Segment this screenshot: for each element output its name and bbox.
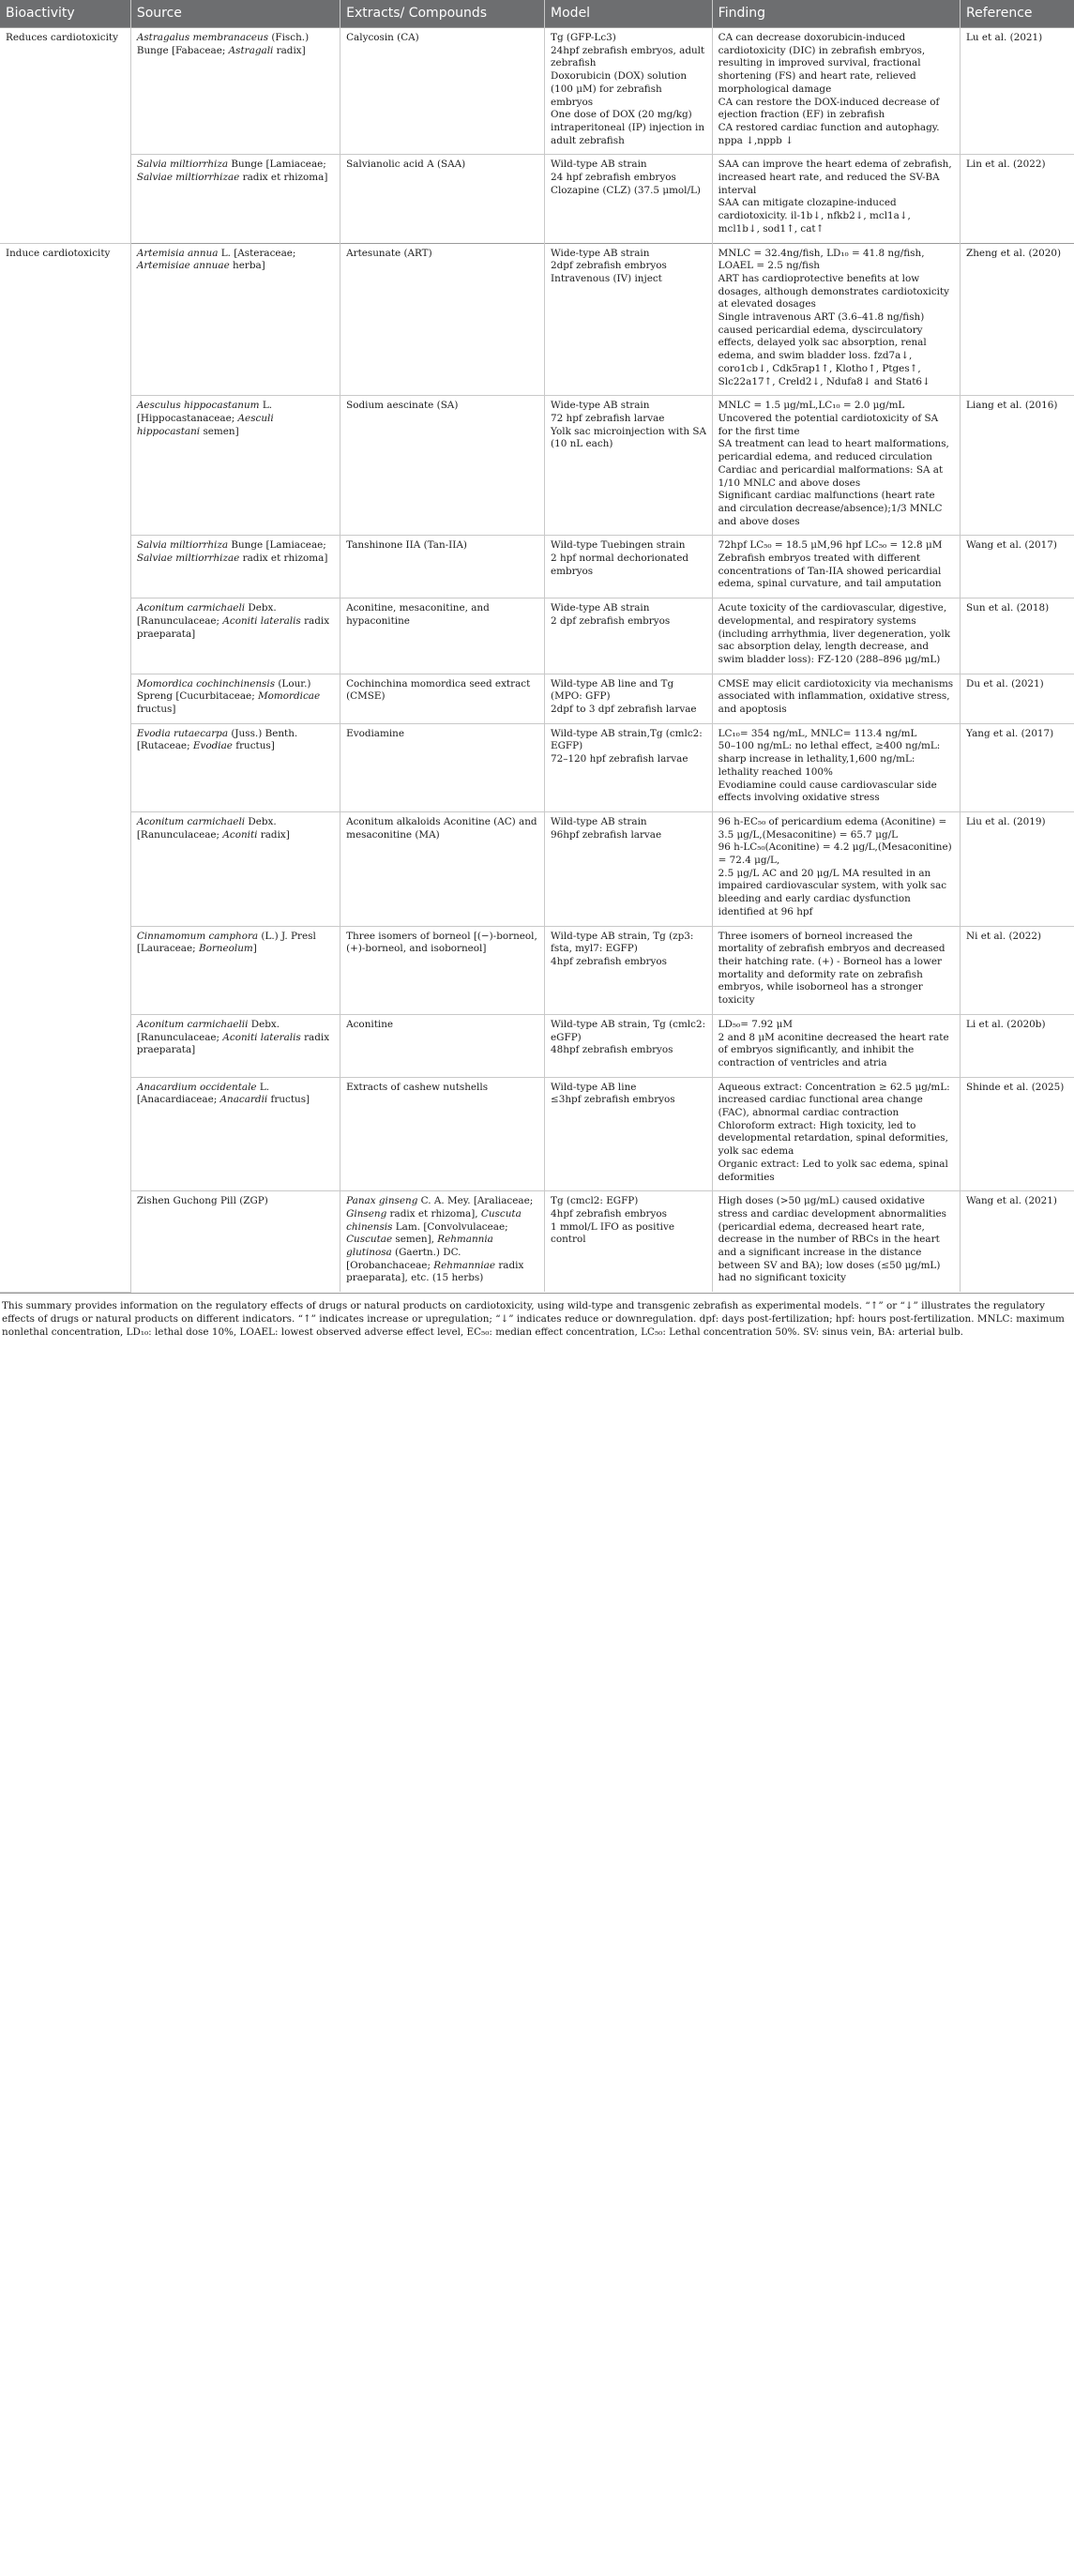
model-cell (545, 1077, 713, 1191)
extract-cell-part: Panax ginseng (346, 1195, 418, 1207)
extract-cell: Aconitine, mesaconitine, and hypaconitine (340, 599, 545, 674)
source-cell-part: Borneolum (198, 943, 253, 955)
model-cell-line: Yolk sac microinjection with SA (10 nL each) (551, 425, 706, 450)
finding-cell (712, 155, 960, 243)
source-cell-part: Aconiti (222, 828, 258, 841)
source-cell-part: (Lour.) Spreng [Cucurbitaceae; (136, 677, 311, 703)
finding-cell-line: Cardiac and pericardial malformations: SA at 1/10 MNLC and above doses (718, 463, 944, 489)
table-row (0, 1014, 1074, 1077)
extract-cell-part: semen], (392, 1234, 438, 1246)
source-cell-part: Aconitum carmichaeli (136, 815, 246, 827)
reference-cell: Wang et al. (2017) (961, 536, 1074, 599)
finding-cell-line: Evodiamine could cause cardiovascular side effects involving oxidative stress (718, 779, 937, 804)
reference-cell: Shinde et al. (2025) (961, 1077, 1074, 1191)
source-cell-part: Aesculus hippocastanum (136, 400, 260, 412)
source-cell-part: (Juss.) Benth. [Rutaceae; (136, 727, 298, 752)
model-cell-line: 4hpf zebrafish embryos (551, 956, 667, 967)
source-cell (130, 723, 340, 811)
source-cell-part: Debx. [Ranunculaceae; (136, 602, 277, 627)
finding-cell-line: LD₅₀= 7.92 μM (718, 1018, 794, 1030)
model-cell (545, 396, 713, 536)
source-cell (130, 536, 340, 599)
finding-cell-line: CMSE may elicit cardiotoxicity via mechanisms associated with inflammation, oxidative stress, and apoptosis (718, 677, 954, 716)
finding-cell-line: Significant cardiac malfunctions (heart rate and circulation decrease/absence);1/3 MNLC and above doses (718, 490, 943, 527)
source-cell-part: semen] (200, 425, 239, 437)
finding-cell-line: CA restored cardiac function and autophagy. nppa ↓,nppb ↓ (718, 121, 940, 146)
extract-cell-part: Rehmannia glutinosa (346, 1234, 493, 1259)
finding-cell (712, 599, 960, 674)
reference-cell: Li et al. (2020b) (961, 1014, 1074, 1077)
reference-cell: Lu et al. (2021) (961, 28, 1074, 155)
model-cell-line: Wild-type AB line (551, 1081, 637, 1093)
header-finding: Finding (712, 0, 960, 28)
reference-cell: Du et al. (2021) (961, 674, 1074, 723)
finding-cell-line: SAA can improve the heart edema of zebrafish, increased heart rate, and reduced the SV-BA interval (718, 159, 952, 196)
model-cell-line: Tg (cmcl2: EGFP) (551, 1195, 639, 1207)
finding-cell-line: 2 and 8 μM aconitine decreased the heart rate of embryos significantly, and inhibit the contraction of ventricles and atria (718, 1031, 949, 1068)
model-cell-line: Intravenous (IV) inject (551, 272, 662, 284)
source-cell-part: Aconitum carmichaeli (136, 602, 246, 614)
model-cell (545, 155, 713, 243)
source-cell (130, 28, 340, 155)
model-cell (545, 536, 713, 599)
extract-cell: Salvianolic acid A (SAA) (340, 155, 545, 243)
source-cell-part: Momordicae (258, 690, 321, 703)
model-cell (545, 723, 713, 811)
finding-cell-line: Uncovered the potential cardiotoxicity of SA for the first time (718, 412, 939, 437)
extract-cell: Tanshinone IIA (Tan-IIA) (340, 536, 545, 599)
source-cell-part: radix praeparata] (136, 1031, 330, 1056)
model-cell-line: Wild-type AB line and Tg (MPO: GFP) (551, 677, 674, 703)
source-cell-part: fructus] (267, 1094, 310, 1106)
source-cell (130, 1077, 340, 1191)
table-row (0, 28, 1074, 155)
source-cell-part: Salviae miltiorrhizae (136, 172, 240, 184)
source-cell-part: Astragali (228, 44, 274, 56)
model-cell-line: One dose of DOX (20 mg/kg) intraperitoneal (IP) injection in adult zebrafish (551, 109, 705, 146)
extract-cell-part: Rehmanniae (433, 1259, 496, 1271)
source-cell-part: Astragalus membranaceus (136, 32, 269, 43)
extract-cell: Aconitum alkaloids Aconitine (AC) and mesaconitine (MA) (340, 811, 545, 926)
model-cell (545, 243, 713, 396)
finding-cell (712, 1014, 960, 1077)
reference-cell: Liu et al. (2019) (961, 811, 1074, 926)
reference-cell: Zheng et al. (2020) (961, 243, 1074, 396)
source-cell-part: Momordica cochinchinensis (136, 677, 276, 689)
finding-cell-line: 96 h-LC₅₀(Aconitine) = 4.2 μg/L,(Mesaconitine) = 72.4 μg/L, (718, 841, 952, 867)
source-cell-part: Aconiti lateralis (222, 1031, 301, 1043)
extract-cell-part: C. A. Mey. [Araliaceae; (417, 1195, 534, 1207)
source-cell-part: radix] (257, 828, 290, 841)
model-cell-line: Wild-type AB strain (551, 815, 647, 827)
header-model: Model (545, 0, 713, 28)
finding-cell-line: MNLC = 32.4ng/fish, LD₁₀ = 41.8 ng/fish, LOAEL = 2.5 ng/fish (718, 247, 925, 272)
table-row (0, 243, 1074, 396)
header-bioactivity: Bioactivity (0, 0, 130, 28)
source-cell (130, 396, 340, 536)
finding-cell-line: LC₁₀= 354 ng/mL, MNLC= 113.4 ng/mL (718, 727, 917, 739)
table-row (0, 1191, 1074, 1292)
table-row (0, 599, 1074, 674)
bioactivity-cell: Reduces cardiotoxicity (0, 28, 130, 244)
header-extracts: Extracts/ Compounds (340, 0, 545, 28)
finding-cell (712, 536, 960, 599)
finding-cell (712, 811, 960, 926)
source-cell-part: Artemisiae annuae (136, 260, 230, 272)
finding-cell-line: 72hpf LC₅₀ = 18.5 μM,96 hpf LC₅₀ = 12.8 μM (718, 539, 943, 552)
finding-cell-line: MNLC = 1.5 μg/mL,LC₁₀ = 2.0 μg/mL (718, 400, 905, 412)
extract-cell: Sodium aescinate (SA) (340, 396, 545, 536)
table-row (0, 674, 1074, 723)
finding-cell-line: Acute toxicity of the cardiovascular, digestive, developmental, and respiratory systems (including arrhythmia, liver degeneration, yolk sac absorption delay, length decrease, and swim bladder loss): FZ-120 (288–896 μg/mL) (718, 602, 951, 665)
finding-cell-line: CA can decrease doxorubicin-induced cardiotoxicity (DIC) in zebrafish embryos, resulting in improved survival, fractional shortening (FS) and heart rate, relieved morphological damage (718, 32, 926, 95)
finding-cell-line: 96 h-EC₅₀ of pericardium edema (Aconitine) = 3.5 μg/L,(Mesaconitine) = 65.7 μg/L (718, 815, 947, 841)
model-cell (545, 926, 713, 1014)
source-cell-part: Aconitum carmichaelii (136, 1018, 249, 1030)
extract-cell-part: radix praeparata], etc. (15 herbs) (346, 1259, 524, 1284)
source-cell-part: herba] (229, 260, 265, 272)
source-cell-part: Zishen Guchong Pill (ZGP) (136, 1195, 268, 1207)
table-body (0, 28, 1074, 1293)
finding-cell-line: Zebrafish embryos treated with different concentrations of Tan-IIA showed pericardial edema, spinal curvature, and tail amputation (718, 553, 942, 590)
source-cell (130, 674, 340, 723)
finding-cell-line: Chloroform extract: High toxicity, led to developmental retardation, spinal deformities, yolk sac edema (718, 1119, 948, 1158)
model-cell-line: Wide-type AB strain (551, 247, 650, 259)
source-cell-part: (L.) J. Presl [Lauraceae; (136, 930, 316, 955)
source-cell-part: radix et rhizoma] (239, 553, 328, 565)
source-cell-part: (Fisch.) Bunge [Fabaceae; (136, 32, 310, 56)
table-footnote: This summary provides information on the regulatory effects of drugs or natural products on cardiotoxicity, using wild-type and transgenic zebrafish as experimental models. “↑” or “↓” illustrates the regulatory effects of drugs or natural products on different indicators. “↑” indicates increase or upregulation; “↓” indicates reduce or downregulation. dpf: days post-fertilization; hpf: hours post-fertilization. MNLC: maximum nonlethal concentration, LD₁₀: lethal dose 10%, LOAEL: lowest observed adverse effect level, EC₅₀: median effect concentration, LC₅₀: Lethal concentration 50%. SV: sinus vein, BA: arterial bulb. (0, 1293, 1074, 1340)
model-cell-line: Clozapine (CLZ) (37.5 μmol/L) (551, 184, 701, 196)
extract-cell: Extracts of cashew nutshells (340, 1077, 545, 1191)
model-cell-line: Wide-type AB strain (551, 400, 650, 412)
extract-cell: Aconitine (340, 1014, 545, 1077)
model-cell (545, 674, 713, 723)
finding-cell-line: CA can restore the DOX-induced decrease of ejection fraction (EF) in zebrafish (718, 96, 940, 121)
source-cell (130, 1191, 340, 1292)
model-cell-line: 1 mmol/L IFO as positive control (551, 1220, 674, 1246)
extract-cell-part: Ginseng (346, 1207, 387, 1220)
source-cell-part: fructus] (136, 704, 176, 716)
source-cell-part: Salvia miltiorrhiza (136, 539, 229, 552)
source-cell-part: Anacardii (219, 1094, 268, 1106)
source-cell-part: radix et rhizoma] (239, 172, 328, 184)
source-cell-part: Anacardium occidentale (136, 1081, 257, 1093)
header-source: Source (130, 0, 340, 28)
finding-cell-line: Single intravenous ART (3.6–41.8 ng/fish) caused pericardial edema, dyscirculatory effects, delayed yolk sac absorption, renal edema, and swim bladder loss. fzd7a↓, coro1cb↓, Cdk5rap1↑, Klotho↑, Ptges↑, Slc22a17↑, Creld2↓, Ndufa8↓ and Stat6↓ (718, 311, 930, 387)
source-cell (130, 243, 340, 396)
source-cell-part: Evodiae (192, 740, 233, 752)
model-cell-line: 2 dpf zebrafish embryos (551, 614, 671, 627)
model-cell (545, 1014, 713, 1077)
model-cell-line: Wild-type AB strain,Tg (cmlc2: EGFP) (551, 727, 703, 752)
reference-cell: Lin et al. (2022) (961, 155, 1074, 243)
finding-cell-line: Aqueous extract: Concentration ≥ 62.5 μg/mL: increased cardiac functional area change (FAC), abnormal cardiac contraction (718, 1081, 950, 1119)
table-row (0, 536, 1074, 599)
reference-cell: Liang et al. (2016) (961, 396, 1074, 536)
extract-cell-part: Lam. [Convolvulaceae; (392, 1220, 508, 1233)
bioactivity-cell: Induce cardiotoxicity (0, 243, 130, 1292)
source-cell-part: Artemisia annua (136, 247, 219, 259)
extract-cell (340, 1191, 545, 1292)
finding-cell-line: High doses (>50 μg/mL) caused oxidative stress and cardiac development abnormalities (pericardial edema, decreased heart rate, decrease in the number of RBCs in the heart and a significant increase in the distance between SV and BA); low doses (≤50 μg/mL) had no significant toxicity (718, 1195, 947, 1284)
source-cell (130, 1014, 340, 1077)
model-cell-line: 72–120 hpf zebrafish larvae (551, 753, 688, 765)
model-cell (545, 599, 713, 674)
source-cell-part: Bunge [Lamiaceae; (228, 539, 326, 552)
extract-cell-part: radix et rhizoma], (386, 1207, 481, 1220)
table-row (0, 155, 1074, 243)
model-cell-line: Tg (GFP-Lc3) (551, 32, 616, 43)
model-cell (545, 28, 713, 155)
model-cell-line: Wild-type AB strain, Tg (cmlc2: eGFP) (551, 1018, 706, 1043)
table-row (0, 1077, 1074, 1191)
model-cell-line: 48hpf zebrafish embryos (551, 1044, 673, 1056)
table-row (0, 723, 1074, 811)
source-cell (130, 599, 340, 674)
reference-cell: Yang et al. (2017) (961, 723, 1074, 811)
source-cell-part: Debx. [Ranunculaceae; (136, 1018, 280, 1043)
source-cell-part: L. [Hippocastanaceae; (136, 400, 273, 424)
model-cell-line: 96hpf zebrafish larvae (551, 828, 662, 841)
finding-cell-line: SAA can mitigate clozapine-induced cardiotoxicity. il-1b↓, nfkb2↓, mcl1a↓, mcl1b↓, sod1↑, cat↑ (718, 197, 911, 235)
model-cell (545, 811, 713, 926)
table-header-row (0, 0, 1074, 28)
source-cell (130, 811, 340, 926)
table-row (0, 811, 1074, 926)
model-cell-line: Doxorubicin (DOX) solution (100 μM) for zebrafish embryos (551, 70, 688, 108)
reference-cell: Sun et al. (2018) (961, 599, 1074, 674)
source-cell-part: Salviae miltiorrhizae (136, 553, 240, 565)
finding-cell-line: ART has cardioprotective benefits at low dosages, although demonstrates cardiotoxicity at elevated dosages (718, 272, 950, 311)
extract-cell: Artesunate (ART) (340, 243, 545, 396)
extract-cell-part: Cuscuta chinensis (346, 1207, 522, 1233)
model-cell-line: Wild-type Tuebingen strain (551, 539, 686, 552)
table-row (0, 926, 1074, 1014)
model-cell-line: 2dpf to 3 dpf zebrafish larvae (551, 704, 697, 716)
finding-cell-line: Three isomers of borneol increased the mortality of zebrafish embryos and decreased their hatching rate. (+) - Borneol has a lower mortality and deformity rate on zebrafish embryos, while isoborneol has a stronger toxicity (718, 930, 945, 1007)
extract-cell: Cochinchina momordica seed extract (CMSE) (340, 674, 545, 723)
finding-cell-line: 50–100 ng/mL: no lethal effect, ≥400 ng/mL: sharp increase in lethality,1,600 ng/mL: lethality reached 100% (718, 740, 941, 778)
source-cell-part: Aesculi hippocastani (136, 412, 274, 437)
extract-cell: Evodiamine (340, 723, 545, 811)
finding-cell (712, 243, 960, 396)
finding-cell-line: SA treatment can lead to heart malformations, pericardial edema, and reduced circulation (718, 438, 949, 463)
extract-cell-part: Cuscutae (346, 1234, 393, 1246)
source-cell (130, 926, 340, 1014)
model-cell-line: 2dpf zebrafish embryos (551, 260, 667, 272)
finding-cell (712, 723, 960, 811)
source-cell-part: Debx. [Ranunculaceae; (136, 815, 277, 841)
model-cell-line: 2 hpf normal dechorionated embryos (551, 553, 689, 577)
source-cell-part: ] (252, 943, 257, 955)
finding-cell (712, 396, 960, 536)
header-reference: Reference (961, 0, 1074, 28)
extract-cell: Three isomers of borneol [(−)-borneol, (+)-borneol, and isoborneol] (340, 926, 545, 1014)
finding-cell (712, 1191, 960, 1292)
model-cell-line: 72 hpf zebrafish larvae (551, 412, 665, 424)
reference-cell: Ni et al. (2022) (961, 926, 1074, 1014)
source-cell-part: L. [Anacardiaceae; (136, 1081, 270, 1106)
model-cell-line: Wide-type AB strain (551, 602, 650, 614)
finding-cell (712, 1077, 960, 1191)
source-cell-part: radix praeparata] (136, 614, 330, 640)
finding-cell-line: 2.5 μg/L AC and 20 μg/L MA resulted in an impaired cardiovascular system, with yolk sac bleeding and early cardiac dysfunction identified at 96 hpf (718, 867, 947, 917)
model-cell-line: Wild-type AB strain, Tg (zp3: fsta, myl7: EGFP) (551, 930, 694, 955)
finding-cell (712, 28, 960, 155)
model-cell-line: 24 hpf zebrafish embryos (551, 172, 676, 184)
source-cell-part: fructus] (232, 740, 275, 752)
model-cell (545, 1191, 713, 1292)
source-cell-part: Evodia rutaecarpa (136, 727, 229, 739)
finding-cell (712, 674, 960, 723)
extract-cell: Calycosin (CA) (340, 28, 545, 155)
reference-cell: Wang et al. (2021) (961, 1191, 1074, 1292)
model-cell-line: 4hpf zebrafish embryos (551, 1207, 667, 1220)
source-cell (130, 155, 340, 243)
source-cell-part: Aconiti lateralis (222, 614, 301, 627)
extract-cell-part: (Gaertn.) DC. [Orobanchaceae; (346, 1247, 461, 1271)
model-cell-line: Wild-type AB strain (551, 159, 647, 171)
model-cell-line: 24hpf zebrafish embryos, adult zebrafish (551, 44, 705, 69)
source-cell-part: Salvia miltiorrhiza (136, 159, 229, 171)
source-cell-part: radix] (273, 44, 306, 56)
model-cell-line: ≤3hpf zebrafish embryos (551, 1094, 675, 1106)
source-cell-part: L. [Asteraceae; (218, 247, 296, 259)
table-row (0, 396, 1074, 536)
source-cell-part: Bunge [Lamiaceae; (228, 159, 326, 171)
finding-cell-line: Organic extract: Led to yolk sac edema, spinal deformities (718, 1158, 948, 1183)
finding-cell (712, 926, 960, 1014)
source-cell-part: Cinnamomum camphora (136, 930, 259, 942)
